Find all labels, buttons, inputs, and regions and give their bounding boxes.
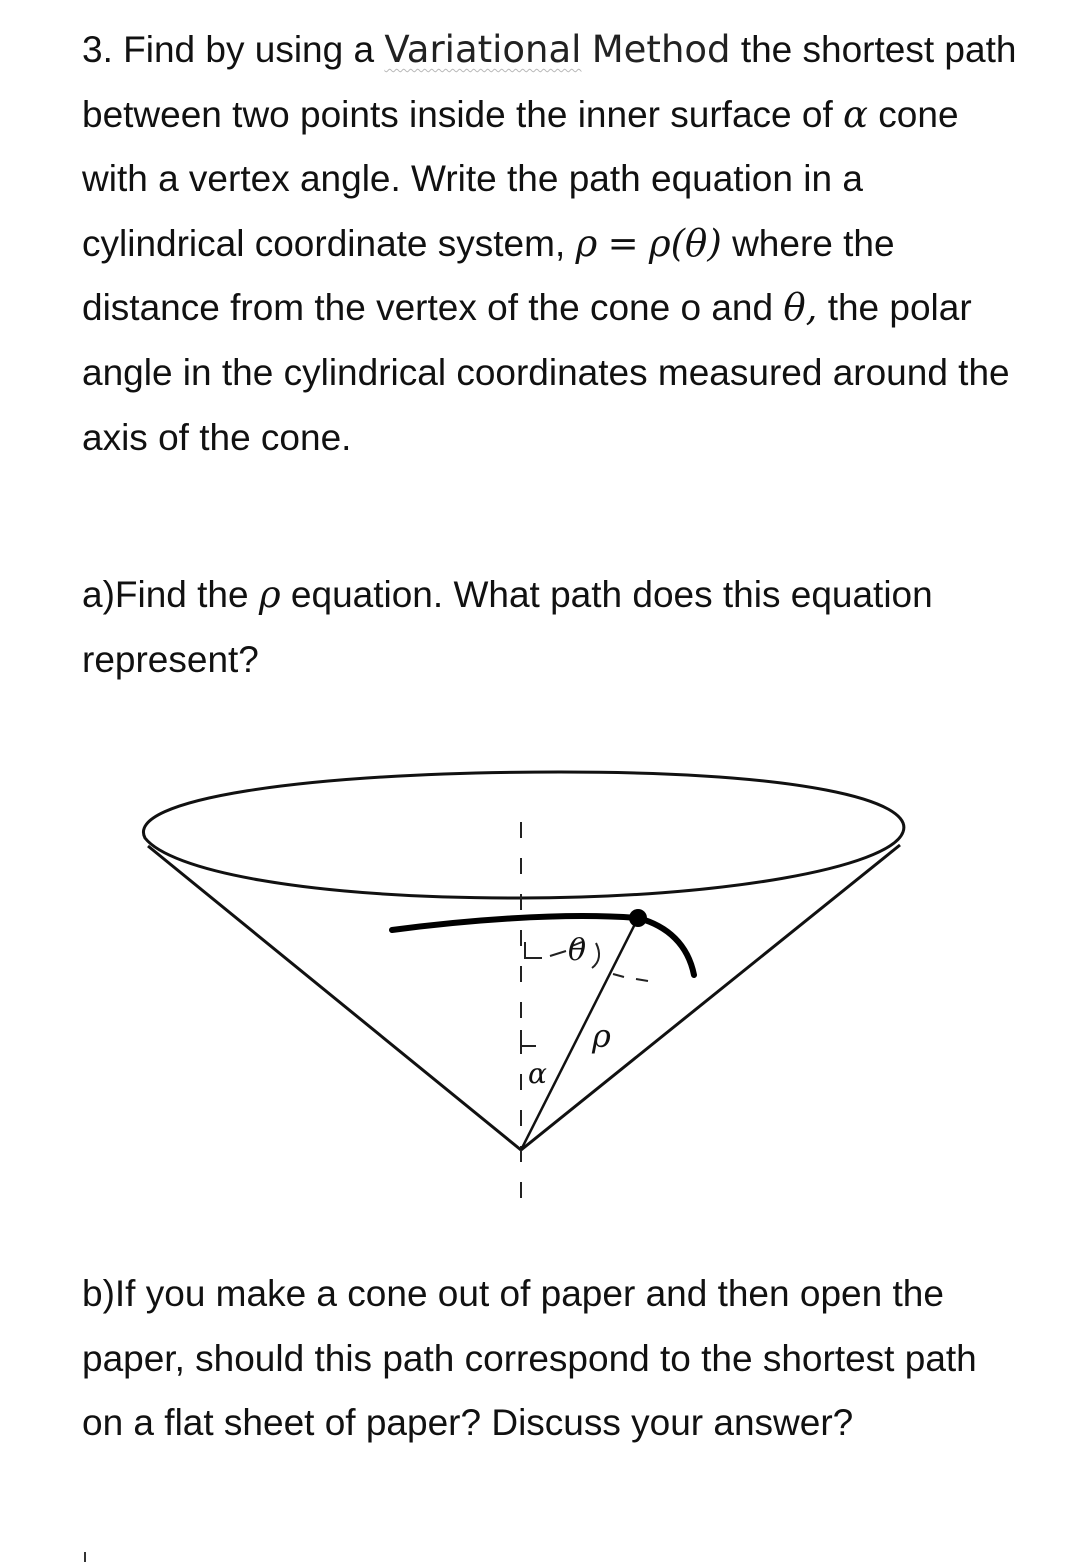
cone-right-side [521, 845, 900, 1150]
part-a-label: a)Find the [82, 574, 249, 615]
spellcheck-word-variational[interactable]: Variational [384, 28, 582, 71]
alpha-angle-mark [521, 1030, 536, 1046]
problem-intro-cont: the shortest path between two points inside the inner surface of [82, 29, 1017, 135]
equals-sign: = [607, 221, 639, 265]
cone-diagram [0, 720, 1080, 1220]
problem-number: 3. [82, 29, 113, 70]
geodesic-path [392, 916, 694, 975]
part-a-rho-symbol: ρ [258, 573, 281, 616]
problem-text-2: cone with a vertex angle. Write the path equation in a cylindrical coordinate system, [82, 93, 959, 264]
cursor-mark [84, 1552, 86, 1562]
method-word: Method [591, 28, 731, 71]
part-b-question: b)If you make a cone out of paper and then open the paper, should this path correspond to the shortest path on a flat sheet of paper? Discuss your answer? [82, 1273, 977, 1444]
theta-arc [592, 943, 599, 968]
theta-label: θ [568, 933, 587, 968]
theta-angle-marks [525, 942, 648, 981]
theta-symbol: θ, [783, 286, 818, 330]
rho-symbol: ρ [575, 221, 598, 265]
alpha-label: α [528, 1057, 547, 1090]
cone-rim [143, 772, 903, 898]
rho-of-theta: ρ(θ) [648, 221, 722, 265]
problem-intro: Find by using a [123, 29, 375, 70]
alpha-symbol: α [843, 92, 869, 136]
rho-label: ρ [592, 1017, 611, 1055]
part-a-text: equation. What path does this equation represent? [82, 574, 933, 680]
problem-statement [82, 18, 1022, 470]
cone-left-side [148, 846, 521, 1150]
problem-text-3: where the distance from the vertex of the cone o and [82, 222, 895, 329]
problem-text-4: the polar angle in the cylindrical coordinates measured around the axis of the cone. [82, 287, 1010, 458]
path-point [629, 909, 647, 927]
part-a-question [82, 563, 1022, 692]
